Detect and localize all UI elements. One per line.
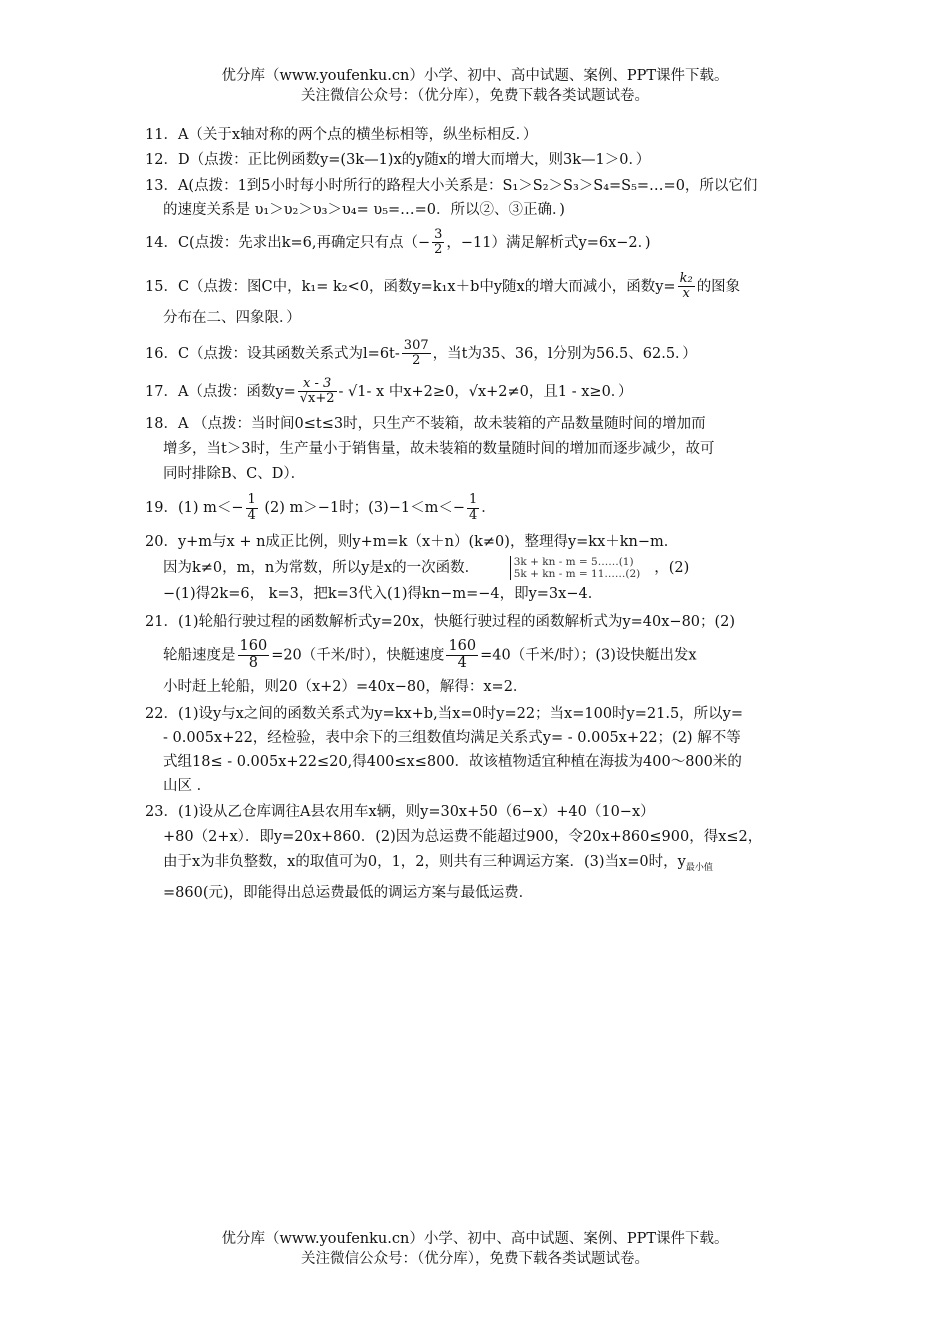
answer-23-line-3: 由于x为非负整数，x的取值可为0，1，2，则共有三种调运方案．(3)当x=0时，y [163,853,686,870]
answer-13-line-2: 的速度关系是 υ₁＞υ₂＞υ₃＞υ₄= υ₅=…=0．所以②、③正确．) [163,202,565,218]
answer-11 [145,124,810,146]
answer-20 [145,529,810,607]
answer-17 [145,377,810,407]
equation-1: 3k + kn - m = 5……(1) [513,555,634,568]
answer-22-line-2: - 0.005x+22，经检验，表中余下的三组数值均满足关系式y= - 0.005x+22；(2) 解不等 [163,729,741,746]
answer-16-text-b: ，当t为35、36，l分别为56.5、62.5．） [432,345,697,362]
answer-22-line-4: 山区 ． [163,777,212,794]
answer-20-line-2a: 因为k≠0，m，n为常数，所以y是x的一次函数． [163,559,480,576]
min-value-subscript: 最小值 [685,862,713,873]
answer-15-line-2: 分布在二、四象限．） [163,310,301,327]
answer-list [145,124,810,906]
equation-2: 5k + kn - m = 11……(2) [513,567,641,580]
page-footer [0,1229,950,1269]
header-line-2: 关注微信公众号：（优分库），免费下载各类试题试卷。 [301,88,649,104]
answer-12-text: 12．D（点拨：正比例函数y=(3k—1)x的y随x的增大而增大，则3k—1＞0．） [145,152,651,168]
answer-23-line-4: =860(元)，即能得出总运费最低的调运方案与最低运费． [163,884,534,901]
answer-20-line-3: −(1)得2k=6， k=3，把k=3代入(1)得kn−m=−4，即y=3x−4． [163,585,603,602]
answer-21-text-b: =20（千米/时），快艇速度 [271,647,445,664]
answer-13 [145,174,810,222]
fraction-k2-over-x: $\frac{\text{k₂}}{x}$ [679,270,693,301]
fraction-1-over-4-b: $\frac{1}{4}$ [468,492,478,523]
answer-16 [145,339,810,369]
answer-21 [145,609,810,700]
answer-14-text-a: 14．C(点拨：先求出k=6,再确定只有点（− [145,234,431,251]
answer-22-line-3: 式组18≤ - 0.005x+22≤20,得400≤x≤800．故该植物适宜种植在海拔为400～800米的 [163,753,742,770]
equation-system [510,556,641,580]
answer-21-text-a: 轮船速度是 [163,647,236,664]
answer-18-line-1: 18．A （点拨：当时间0≤t≤3时，只生产不装箱，故未装箱的产品数量随时间的增加而 [145,416,706,433]
answer-18 [145,412,810,487]
answer-23-line-2: +80（2+x）．即y=20x+860．(2)因为总运费不能超过900，令20x+860≤900，得x≤2， [163,828,763,845]
answer-23 [145,800,810,906]
answer-23-line-1: 23．(1)设从乙仓库调往A县农用车x辆，则y=30x+50（6−x）+40（10−x） [145,803,655,820]
answer-21-line-3: 小时赶上轮船，则20（x+2）=40x−80，解得：x=2． [163,678,528,695]
footer-line-1: 优分库（www.youfenku.cn）小学、初中、高中试题、案例、PPT课件下载。 [221,1231,729,1247]
answer-15-text-b: 的图象 [696,278,741,295]
header-line-1: 优分库（www.youfenku.cn）小学、初中、高中试题、案例、PPT课件下载。 [221,68,729,84]
answer-17-text-b: - √1- x 中x+2≥0，√x+2≠0，且1 - x≥0．） [338,383,633,400]
answer-14-text-b: ，−11）满足解析式y=6x−2．) [446,234,651,251]
page-header [0,66,950,106]
answer-11-text: 11．A（关于x轴对称的两个点的横坐标相等，纵坐标相反．） [145,127,538,143]
answer-20-line-1: 20．y+m与x + n成正比例，则y+m=k（x＋n）(k≠0)，整理得y=kx＋kn−m． [145,533,679,550]
fraction-160-over-8: $\frac{160}{8}$ [239,637,268,671]
answer-15 [145,272,810,330]
answer-12 [145,149,810,171]
fraction-1-over-4-a: $\frac{1}{4}$ [247,492,256,523]
answer-21-text-c: =40（千米/时）；(3)设快艇出发x [480,647,697,664]
answer-20-line-2b: ，(2) [654,559,690,576]
fraction-307-over-2: $\frac{307}{2}$ [403,338,429,369]
answer-19-text-b: (2) m＞−1时；(3)−1＜m＜− [259,500,465,517]
answer-18-line-2: 增多，当t＞3时，生产量小于销售量，故未装箱的数量随时间的增加而逐步减少，故可 [163,441,715,458]
answer-14 [145,228,810,258]
answer-19-text-a: 19．(1) m＜− [145,500,244,517]
fraction-160-over-4: $\frac{160}{4}$ [448,637,477,671]
answer-19-text-c: ． [481,500,496,517]
answer-21-line-1: 21．(1)轮船行驶过程的函数解析式y=20x，快艇行驶过程的函数解析式为y=40x−80；(2) [145,613,736,630]
answer-22 [145,702,810,798]
answer-13-line-1: 13．A(点拨：1到5小时每小时所行的路程大小关系是：S₁＞S₂＞S₃＞S₄=S₅=…=0，所以它们 [145,178,758,194]
fraction-x-minus-3-over-sqrt: $\frac{x - 3}{√x+2}$ [299,375,335,407]
answer-19 [145,493,810,523]
answer-22-line-1: 22．(1)设y与x之间的函数关系式为y=kx+b,当x=0时y=22；当x=100时y=21.5，所以y= [145,705,744,722]
answer-18-line-3: 同时排除B、C、D）． [163,466,306,483]
footer-line-2: 关注微信公众号：（优分库），免费下载各类试题试卷。 [301,1251,649,1267]
answer-16-text-a: 16．C（点拨：设其函数关系式为l=6t- [145,345,400,362]
answer-17-text-a: 17．A（点拨：函数y= [145,383,296,400]
answer-15-text-a: 15．C（点拨：图C中，k₁= k₂<0，函数y=k₁x＋b中y随x的增大而减小，函数y= [145,278,676,295]
fraction-3-over-2: $\frac{3}{2}$ [434,227,443,258]
